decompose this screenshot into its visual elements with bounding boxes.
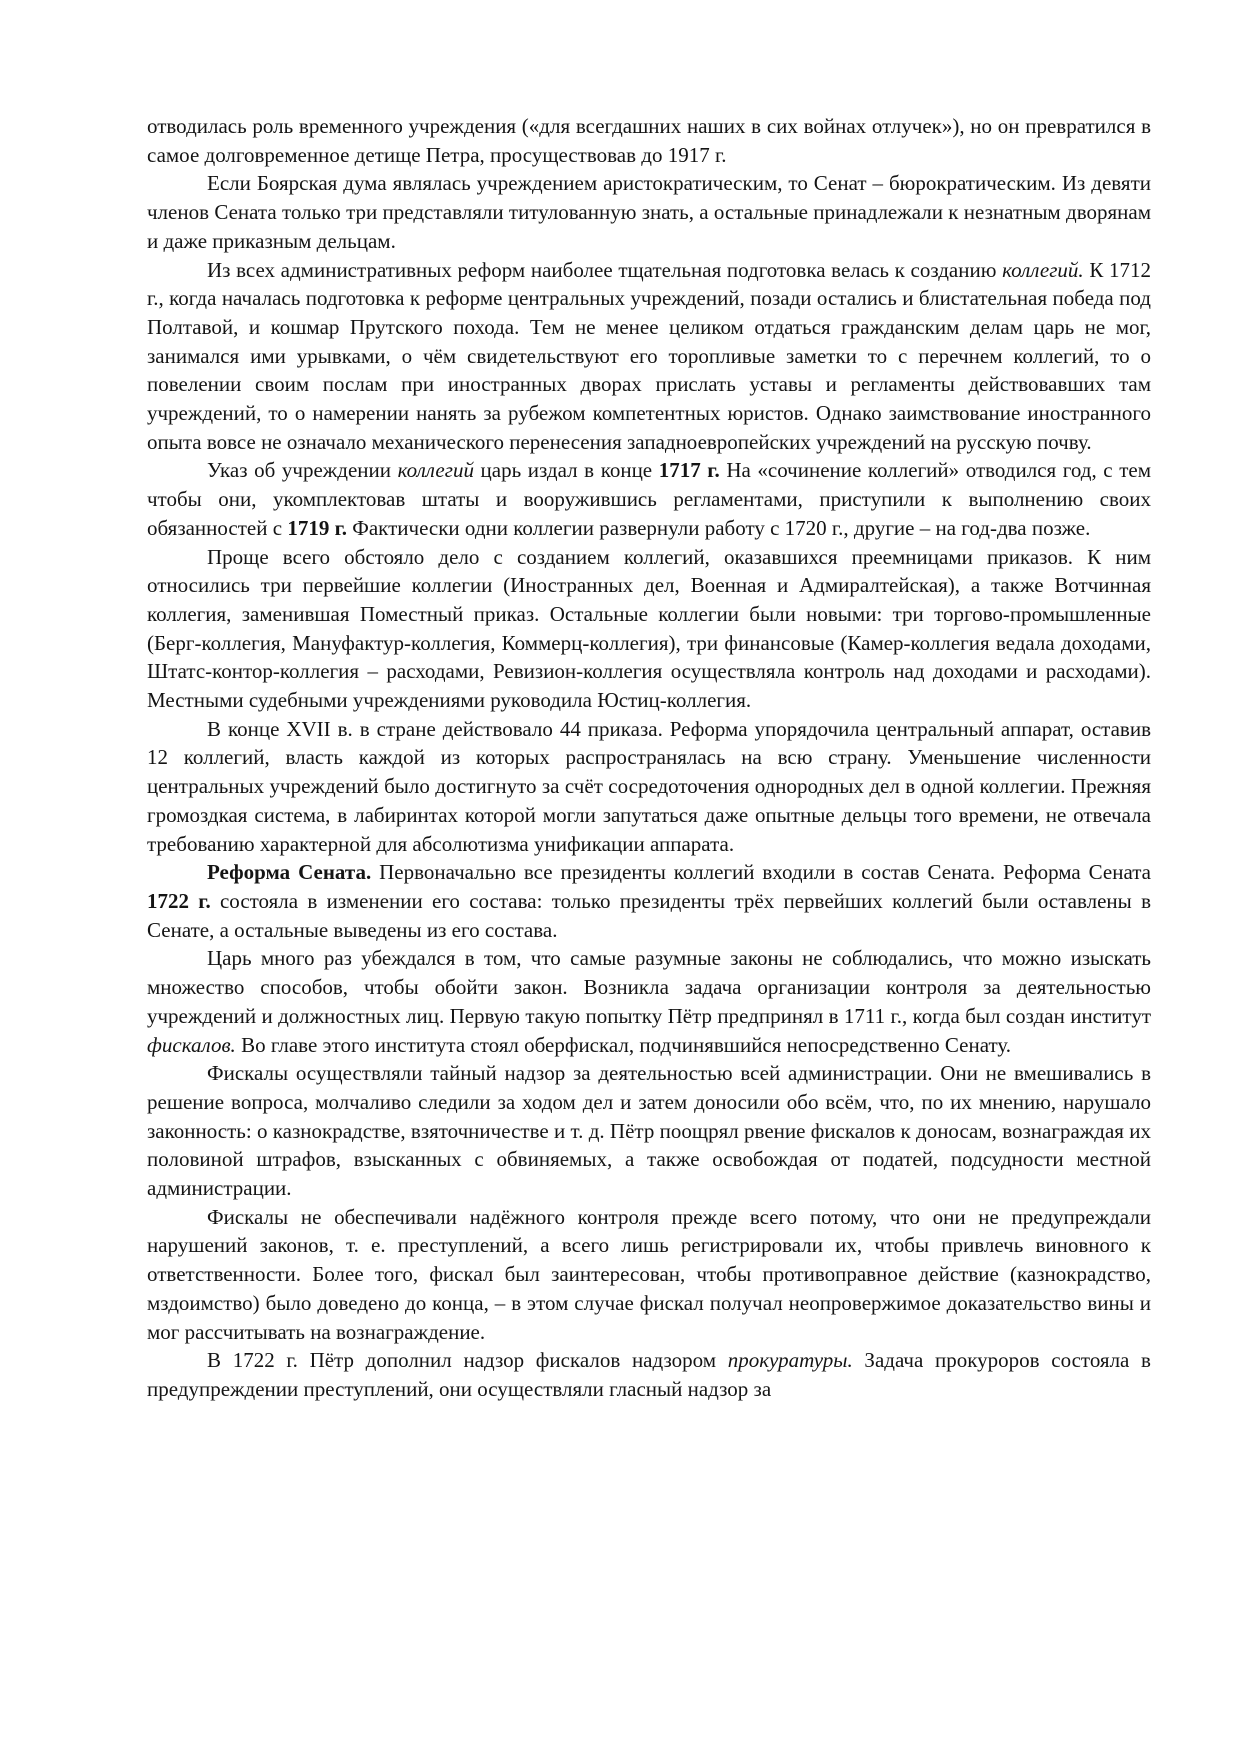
body-paragraph xyxy=(147,256,1151,457)
text-run: К 1712 г., когда началась подготовка к реформе центральных учреждений, позади остались и блистательная победа под Полтавой, и кошмар Прутского похода. Тем не менее целиком отдаться гражданским делам царь не мог, занимался ими урывками, о чём свидетельствуют его торопливые заметки то с перечнем коллегий, то о повелении своим послам при иностранных дворах прислать уставы и регламенты действовавших там учреждений, то о намерении нанять за рубежом компетентных юристов. Однако заимствование иностранного опыта вовсе не означало механического перенесения западноевропейских учреждений на русскую почву. xyxy=(147,257,1151,454)
body-paragraph xyxy=(147,456,1151,542)
body-paragraph xyxy=(147,112,1151,169)
bold-term: 1722 г. xyxy=(147,888,211,913)
text-run: Фискалы осуществляли тайный надзор за деятельностью всей администрации. Они не вмешивались в решение вопроса, молчаливо следили за ходом дел и затем доносили обо всём, что, по их мнению, нарушало законность: о казнокрадстве, взяточничестве и т. д. Пётр поощрял рвение фискалов к доносам, вознаграждая их половиной штрафов, взысканных с обвиняемых, а также освобождая от податей, подсудности местной администрации. xyxy=(147,1061,1151,1201)
body-paragraph xyxy=(147,543,1151,715)
body-paragraph xyxy=(147,1203,1151,1347)
bold-term: 1719 г. xyxy=(287,515,347,540)
body-paragraph xyxy=(147,858,1151,944)
text-run: Если Боярская дума являлась учреждением аристократическим, то Сенат – бюрократическим. Из девяти членов Сената только три представляли титулованную знать, а остальные принадлежали к незнатным дворянам и даже приказным дельцам. xyxy=(147,171,1151,253)
text-run: Фискалы не обеспечивали надёжного контроля прежде всего потому, что они не предупреждали нарушений законов, т. е. преступлений, а всего лишь регистрировали их, чтобы привлечь виновного к ответственности. Более того, фискал был заинтересован, чтобы противоправное действие (казнокрадство, мздоимство) было доведено до конца, – в этом случае фискал получал неопровержимое доказательство вины и мог рассчитывать на вознаграждение. xyxy=(147,1204,1151,1344)
text-run: Задача прокуроров состояла в предупреждении преступлений, они осуществляли гласный надзор за xyxy=(147,1348,1151,1401)
text-run: Из всех административных реформ наиболее тщательная подготовка велась к созданию xyxy=(207,257,1003,282)
text-run: В 1722 г. Пётр дополнил надзор фискалов надзором xyxy=(207,1348,728,1373)
body-paragraph xyxy=(147,1346,1151,1403)
text-run: В конце XVII в. в стране действовало 44 приказа. Реформа упорядочила центральный аппарат, оставив 12 коллегий, власть каждой из которых распространялась на всю страну. Уменьшение численности центральных учреждений было достигнуто за счёт сосредоточения однородных дел в одной коллегии. Прежняя громоздкая система, в лабиринтах которой могли запутаться даже опытные дельцы того времени, не отвечала требованию характерной для абсолютизма унификации аппарата. xyxy=(147,716,1151,856)
italic-term: коллегий xyxy=(397,458,474,483)
italic-term: фискалов. xyxy=(147,1032,236,1057)
text-run: Первоначально все президенты коллегий входили в состав Сената. Реформа Сената xyxy=(371,860,1151,885)
text-run: царь издал в конце xyxy=(473,458,659,483)
body-paragraph xyxy=(147,944,1151,1059)
text-run: Фактически одни коллегии развернули работу с 1720 г., другие – на год-два позже. xyxy=(347,515,1091,540)
body-paragraph xyxy=(147,1059,1151,1203)
italic-term: прокуратуры. xyxy=(727,1348,853,1373)
text-run: На «сочинение коллегий» отводился год, с тем чтобы они, укомплектовав штаты и вооружившись регламентами, приступили к выполнению своих обязанностей с xyxy=(147,458,1151,540)
bold-term: Реформа Сената. xyxy=(207,860,372,885)
text-run: Проще всего обстояло дело с созданием коллегий, оказавшихся преемницами приказов. К ним относились три первейшие коллегии (Иностранных дел, Военная и Адмиралтейская), а также Вотчинная коллегия, заменившая Поместный приказ. Остальные коллегии были новыми: три торгово-промышленные (Берг-коллегия, Мануфактур-коллегия, Коммерц-коллегия), три финансовые (Камер-коллегия ведала доходами, Штатс-контор-коллегия – расходами, Ревизион-коллегия осуществляла контроль над доходами и расходами). Местными судебными учреждениями руководила Юстиц-коллегия. xyxy=(147,544,1151,713)
body-paragraph xyxy=(147,715,1151,859)
bold-term: 1717 г. xyxy=(658,458,720,483)
text-run: Указ об учреждении xyxy=(207,458,398,483)
text-run: состояла в изменении его состава: только президенты трёх первейших коллегий были оставлены в Сенате, а остальные выведены из его состава. xyxy=(147,888,1151,942)
document-page xyxy=(147,112,1151,1404)
text-run: Царь много раз убеждался в том, что самые разумные законы не соблюдались, что можно изыскать множество способов, чтобы обойти закон. Возникла задача организации контроля за деятельностью учреждений и должностных лиц. Первую такую попытку Пётр предпринял в 1711 г., когда был создан институт xyxy=(147,946,1151,1028)
body-paragraph xyxy=(147,169,1151,255)
text-run: отводилась роль временного учреждения («для всегдашних наших в сих войнах отлучек»), но он превратился в самое долговременное детище Петра, просуществовав до 1917 г. xyxy=(147,114,1151,167)
text-run: Во главе этого института стоял оберфискал, подчинявшийся непосредственно Сенату. xyxy=(235,1032,1012,1057)
italic-term: коллегий. xyxy=(1002,257,1084,282)
